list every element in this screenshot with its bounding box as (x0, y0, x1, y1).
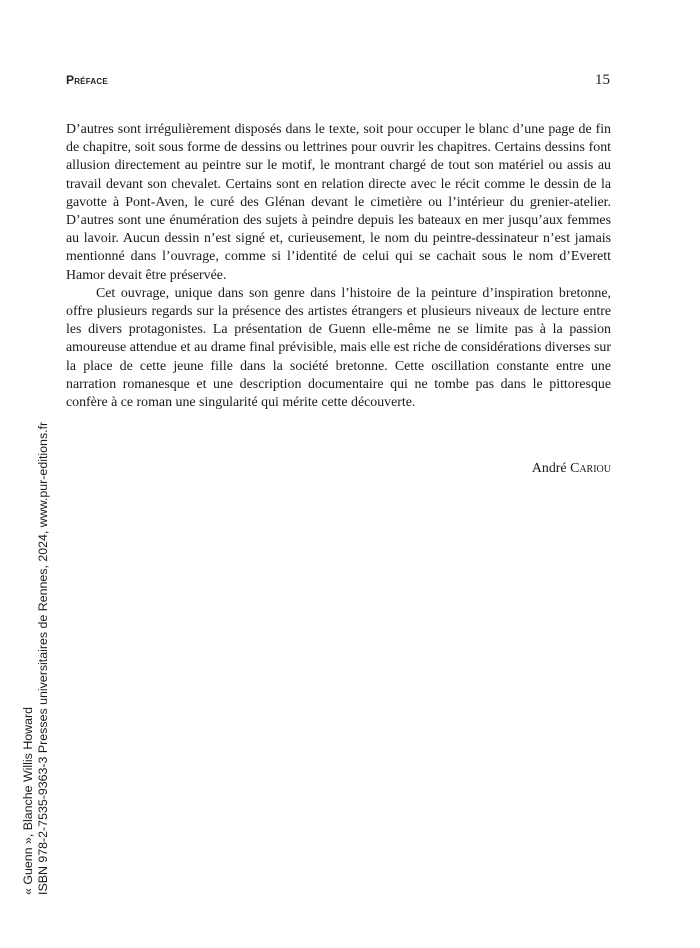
paragraph-2: Cet ouvrage, unique dans son genre dans l’histoire de la peinture d’inspiration bretonne, offre plusieurs regards sur la présence des artistes étrangers et plusieurs niveaux de lecture entre les divers protagonistes. La présentation de Guenn elle-même ne se limite pas à la passion amoureuse attendue et au drame final prévisible, mais elle est riche de considérations diverses sur la place de cette jeune fille dans la société bretonne. Cette oscillation constante entre une narration romanesque et une description documentaire qui ne tombe pas dans le pittoresque confère à ce roman une singularité qui mérite cette découverte. (66, 285, 611, 411)
section-title: Préface (66, 73, 108, 87)
side-credit-line-1: « Guenn », Blanche Willis Howard (21, 706, 35, 895)
running-head (66, 72, 610, 92)
body-text (66, 121, 611, 412)
page-number: 15 (595, 72, 610, 88)
side-credit-line-2: ISBN 978-2-7535-9363-3 Presses universitaires de Rennes, 2024, www.pur-editions.fr (36, 421, 50, 895)
side-credit (21, 422, 51, 895)
signature-first-name: André (531, 461, 567, 476)
author-signature (532, 461, 611, 477)
paragraph-1: D’autres sont irrégulièrement disposés dans le texte, soit pour occuper le blanc d’une page de fin de chapitre, soit sous forme de dessins ou lettrines pour ouvrir les chapitres. Certains dessins font allusion directement au peintre sur le motif, le montrant chargé de tout son matériel ou assis au travail devant son chevalet. Certains sont en relation directe avec le récit comme le dessin de la gavotte à Pont-Aven, le curé des Glénan devant le cimetière ou l’intérieur du grenier-atelier. D’autres sont une énumération des sujets à peindre depuis les bateaux en mer jusqu’aux femmes au lavoir. Aucun dessin n’est signé et, curieusement, le nom du peintre-dessinateur n’est jamais mentionné dans l’ouvrage, comme si l’identité de celui qui se cachait sous le nom d’Everett Hamor devait être préservée. (66, 122, 611, 283)
signature-last-name: Cariou (570, 461, 611, 476)
